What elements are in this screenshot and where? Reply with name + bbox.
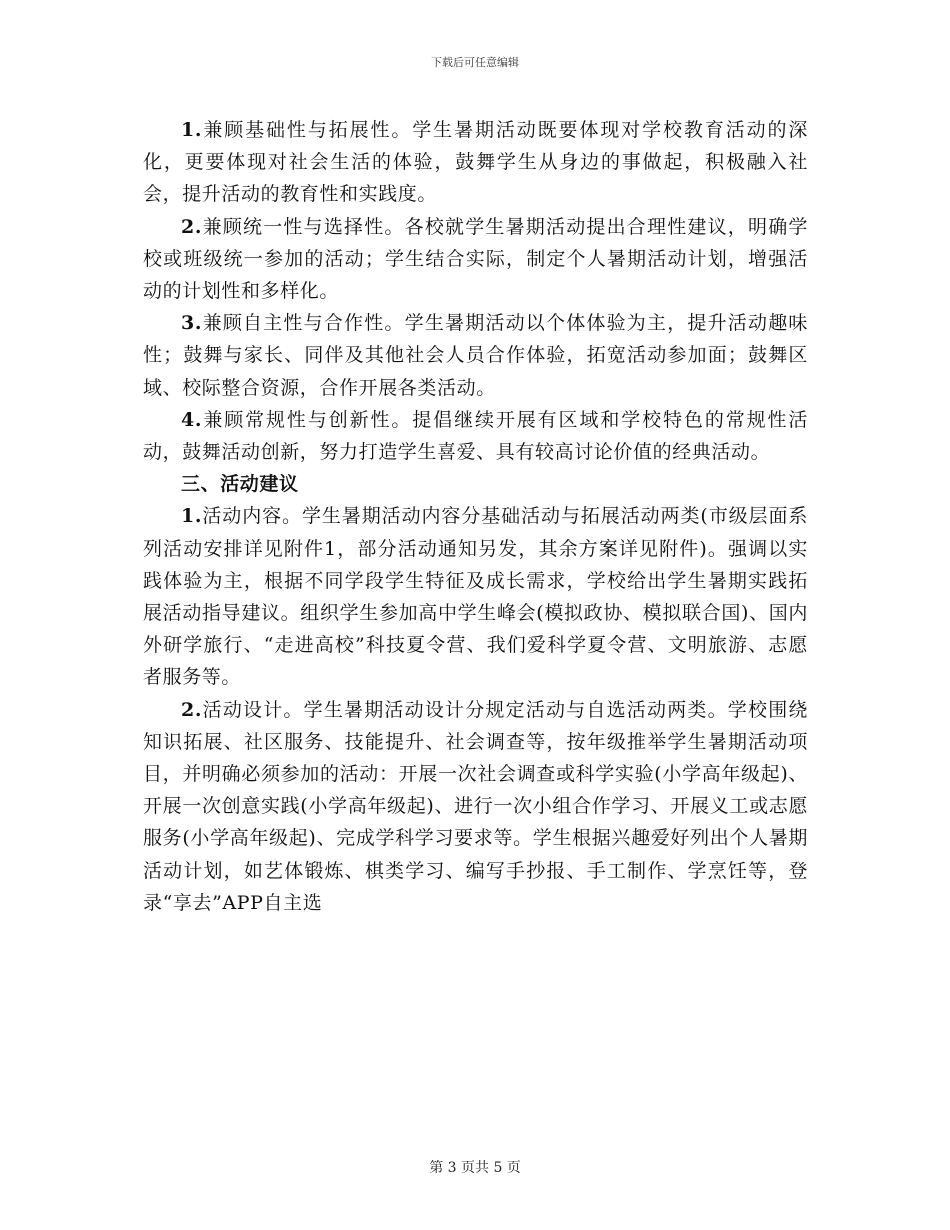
suggestion-paragraph-2: [143, 694, 808, 919]
item-number: 1.: [181, 119, 203, 141]
principle-paragraph-2: [143, 211, 808, 308]
paragraph-text: 兼顾自主性与合作性。学生暑期活动以个体体验为主，提升活动趣味性；鼓舞与家长、同伴及其他社会人员合作体验，拓宽活动参加面；鼓舞区域、校际整合资源，合作开展各类活动。: [143, 312, 808, 399]
paragraph-text: 兼顾常规性与创新性。提倡继续开展有区域和学校特色的常规性活动，鼓舞活动创新，努力打造学生喜爱、具有较高讨论价值的经典活动。: [143, 408, 808, 464]
paragraph-text: 兼顾统一性与选择性。各校就学生暑期活动提出合理性建议，明确学校或班级统一参加的活动；学生结合实际，制定个人暑期活动计划，增强活动的计划性和多样化。: [143, 215, 808, 303]
item-number: 2.: [181, 698, 203, 721]
principle-paragraph-3: [143, 307, 808, 404]
section-heading: 三、活动建议: [181, 473, 299, 496]
paragraph-text: 活动设计。学生暑期活动设计分规定活动与自选活动两类。学校围绕知识拓展、社区服务、技能提升、社会调查等，按年级推举学生暑期活动项目，并明确必须参加的活动：开展一次社会调查或科学实验(小学高年级起)、开展一次创意实践(小学高年级起)、进行一次小组合作学习、开展义工或志愿服务(小学高年级起)、完成学科学习要求等。学生根据兴趣爱好列出个人暑期活动计划，如艺体锻炼、棋类学习、编写手抄报、手工制作、学烹饪等，登录“享去”APP自主选: [143, 698, 808, 914]
item-number: 4.: [181, 408, 203, 431]
principle-paragraph-4: [143, 404, 808, 468]
item-number: 2.: [181, 215, 203, 238]
suggestion-paragraph-1: [143, 500, 808, 693]
paragraph-text: 活动内容。学生暑期活动内容分基础活动与拓展活动两类(市级层面系列活动安排详见附件1，部分活动通知另发，其余方案详见附件)。强调以实践体验为主，根据不同学段学生特征及成长需求，学校给出学生暑期实践拓展活动指导建议。组织学生参加高中学生峰会(模拟政协、模拟联合国)、国内外研学旅行、“走进高校”科技夏令营、我们爱科学夏令营、文明旅游、志愿者服务等。: [143, 505, 808, 689]
paragraph-text: 兼顾基础性与拓展性。学生暑期活动既要体现对学校教育活动的深化，更要体现对社会生活的体验，鼓舞学生从身边的事做起，积极融入社会，提升活动的教育性和实践度。: [143, 119, 808, 206]
item-number: 1.: [181, 505, 203, 528]
principle-paragraph-1: [143, 114, 808, 211]
page-header: 下载后可任意编辑: [431, 56, 519, 69]
page-footer: 第 3 页共 5 页: [429, 1160, 521, 1176]
document-body: [143, 114, 808, 919]
item-number: 3.: [181, 312, 203, 335]
